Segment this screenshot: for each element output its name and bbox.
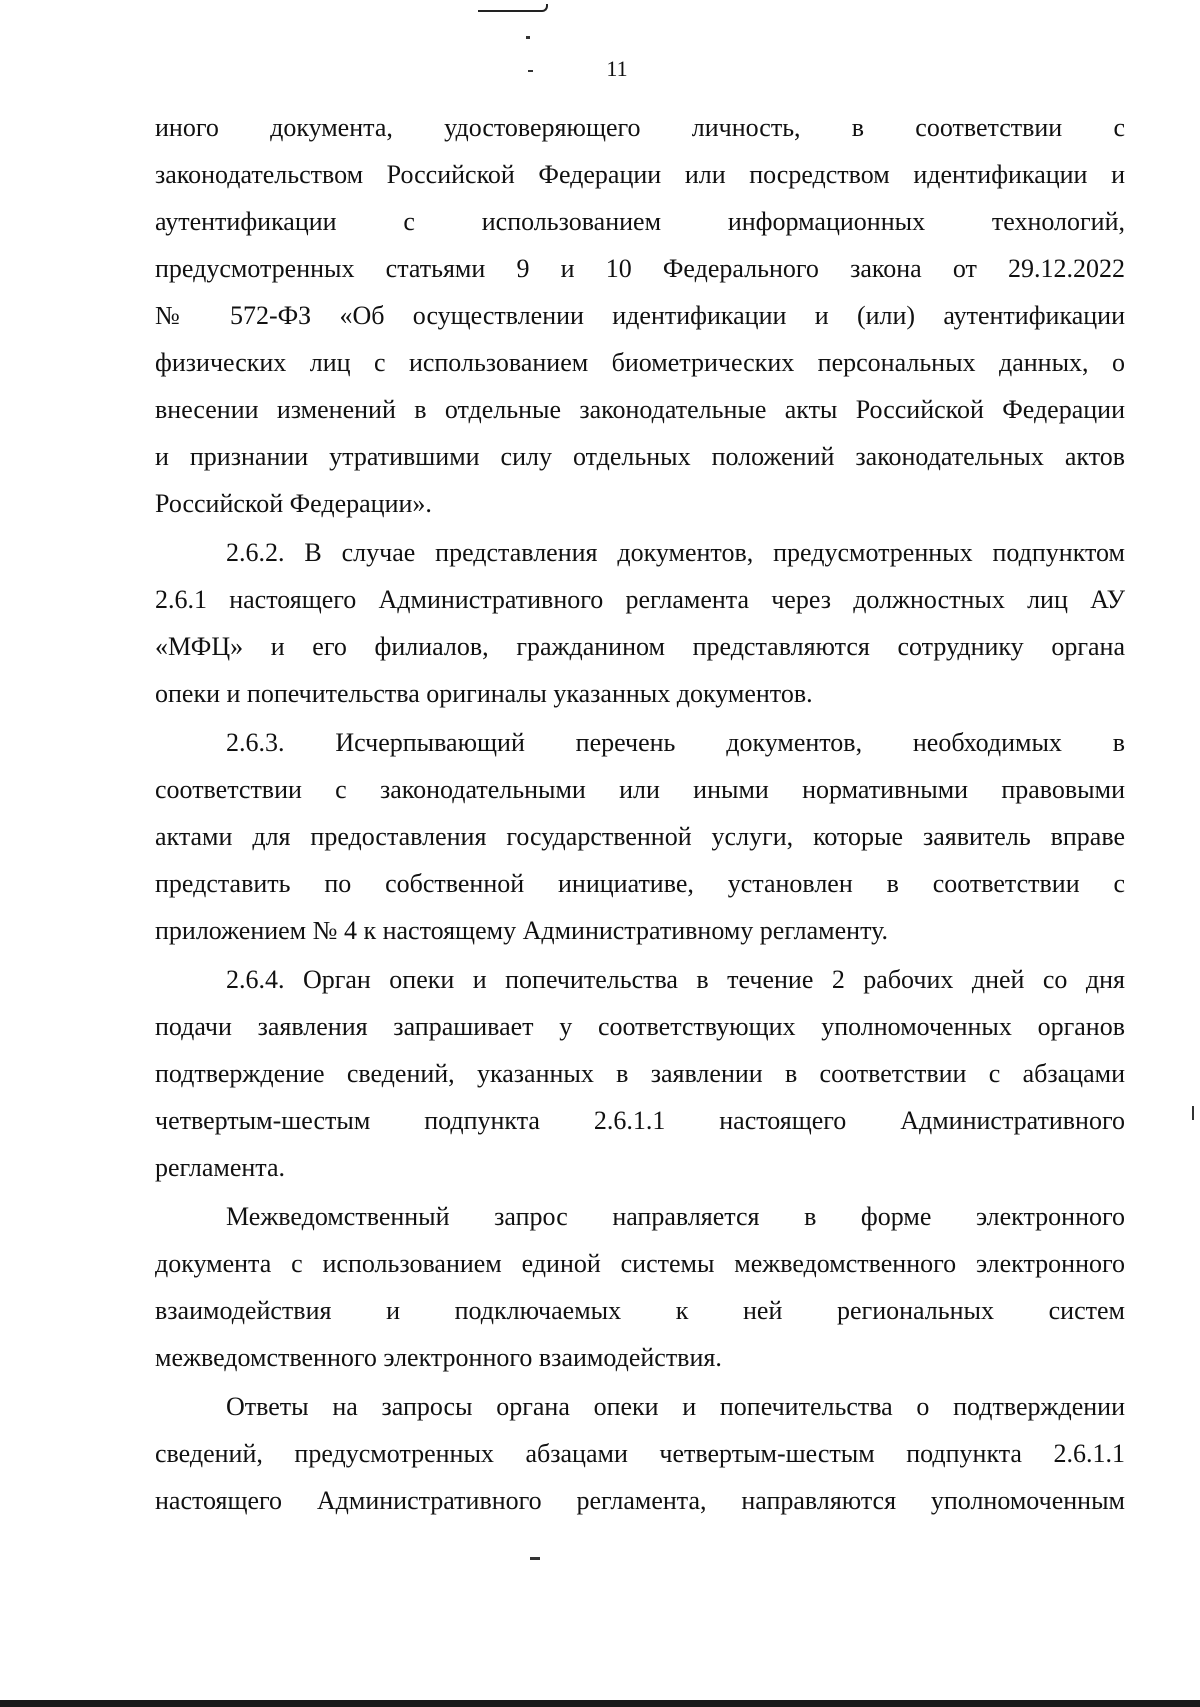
paragraph-first-line: 2.6.2. В случае представления документов, предусмотренных подпунктом — [226, 538, 1125, 567]
text-line: законодательством Российской Федерации или посредством идентификации и — [155, 160, 1125, 189]
text-line: документа с использованием единой системы межведомственного электронного — [155, 1249, 1125, 1278]
scan-speck — [526, 36, 530, 39]
text-line: 2.6.1 настоящего Административного регламента через должностных лиц АУ — [155, 585, 1125, 614]
text-line: физических лиц с использованием биометрических персональных данных, о — [155, 348, 1125, 377]
text-line: подачи заявления запрашивает у соответствующих уполномоченных органов — [155, 1012, 1125, 1041]
scan-mark — [478, 4, 548, 12]
text-line: внесении изменений в отдельные законодательные акты Российской Федерации — [155, 395, 1125, 424]
text-line: четвертым-шестым подпункта 2.6.1.1 настоящего Административного — [155, 1106, 1125, 1135]
text-line: № 572-ФЗ «Об осуществлении идентификации и (или) аутентификации — [155, 301, 1125, 330]
text-line: сведений, предусмотренных абзацами четвертым-шестым подпункта 2.6.1.1 — [155, 1439, 1125, 1468]
text-line: иного документа, удостоверяющего личность, в соответствии с — [155, 113, 1125, 142]
scan-bottom-edge — [0, 1700, 1200, 1707]
text-line: взаимодействия и подключаемых к ней региональных систем — [155, 1296, 1125, 1325]
text-line: аутентификации с использованием информационных технологий, — [155, 207, 1125, 236]
text-line: соответствии с законодательными или иными нормативными правовыми — [155, 775, 1125, 804]
paragraph-first-line: 2.6.3. Исчерпывающий перечень документов, необходимых в — [226, 728, 1125, 757]
text-line: и признании утратившими силу отдельных положений законодательных актов — [155, 442, 1125, 471]
scan-speck — [1192, 1106, 1194, 1120]
text-line: подтверждение сведений, указанных в заявлении в соответствии с абзацами — [155, 1059, 1125, 1088]
text-line: актами для предоставления государственной услуги, которые заявитель вправе — [155, 822, 1125, 851]
text-line: приложением № 4 к настоящему Административному регламенту. — [155, 916, 889, 945]
text-line: Российской Федерации». — [155, 489, 432, 518]
text-line: опеки и попечительства оригиналы указанных документов. — [155, 679, 813, 708]
page-number: 11 — [606, 56, 628, 81]
paragraph-first-line: Межведомственный запрос направляется в форме электронного — [226, 1202, 1125, 1231]
paragraph-first-line: Ответы на запросы органа опеки и попечительства о подтверждении — [226, 1392, 1125, 1421]
text-line: межведомственного электронного взаимодействия. — [155, 1343, 722, 1372]
text-line: регламента. — [155, 1153, 286, 1182]
scan-speck — [530, 1557, 540, 1560]
text-line: предусмотренных статьями 9 и 10 Федерального закона от 29.12.2022 — [155, 254, 1125, 283]
text-line: настоящего Административного регламента, направляются уполномоченным — [155, 1486, 1125, 1515]
text-line: представить по собственной инициативе, установлен в соответствии с — [155, 869, 1125, 898]
text-line: «МФЦ» и его филиалов, гражданином представляются сотруднику органа — [155, 632, 1125, 661]
paragraph-first-line: 2.6.4. Орган опеки и попечительства в течение 2 рабочих дней со дня — [226, 965, 1125, 994]
